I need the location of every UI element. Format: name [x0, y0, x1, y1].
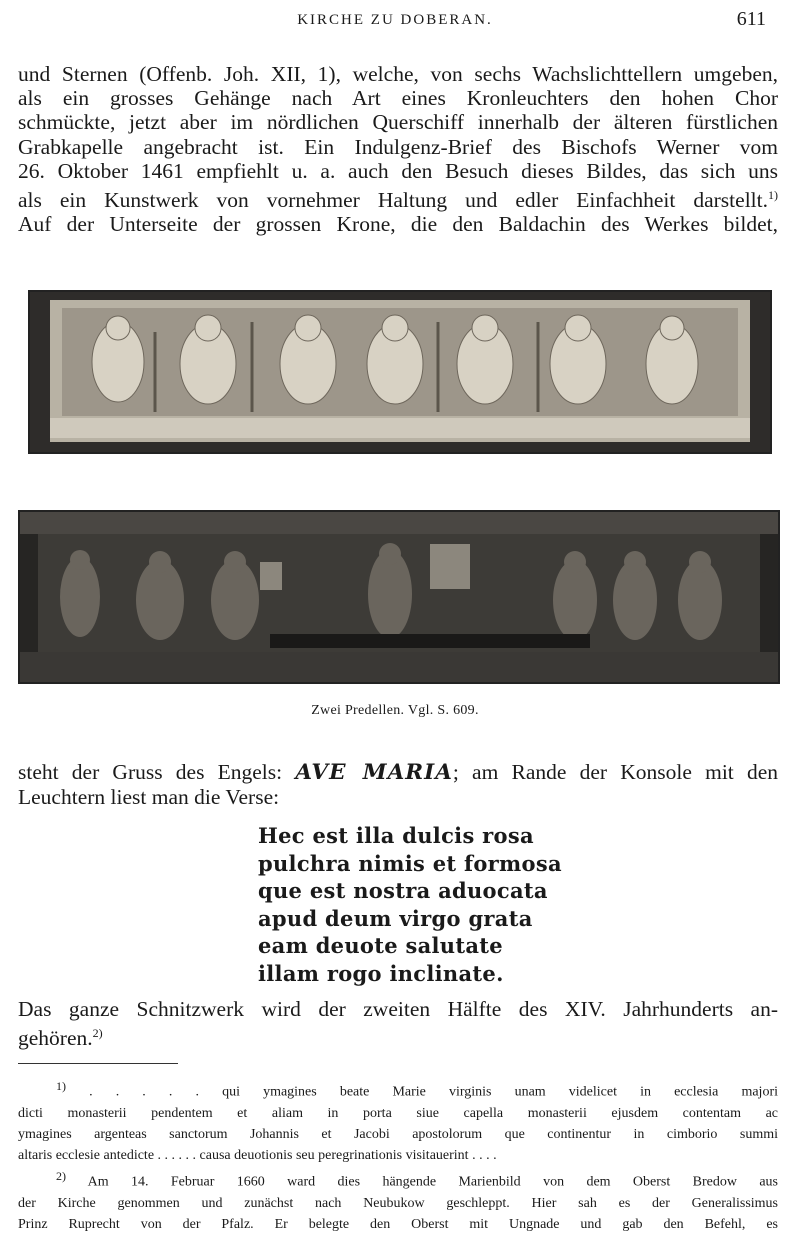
footnote-2 [18, 1166, 778, 1235]
text-line: als ein Kunstwerk von vornehmer Haltung und edler Einfachheit darstellt.$^{1)}$ [18, 188, 778, 213]
figure-caption: Zwei Predellen. Vgl. S. 609. [311, 703, 479, 718]
footnote-divider [18, 1063, 178, 1064]
page-header [0, 8, 790, 38]
text-line: schmückte, jetzt aber im nördlichen Querschiff innerhalb der älteren fürstlichen [18, 110, 778, 135]
verse-line: Hec est illa dulcis rosa [258, 823, 534, 848]
footnote-marker: 1) [56, 1079, 66, 1093]
running-title: KIRCHE ZU DOBERAN. [297, 12, 493, 28]
body-paragraph-2 [18, 760, 778, 809]
footnote-line: ymagines argenteas sanctorum Johannis et Jacobi apostolorum que continentur in cimborio summi [18, 1127, 778, 1143]
text-line: und Sternen (Offenb. Joh. XII, 1), welche, von sechs Wachslichttellern umgeben, [18, 62, 778, 86]
text-line: gehören.$^{2)}$ [18, 1026, 103, 1051]
page-number: 611 [736, 8, 766, 30]
text-line: als ein grosses Gehänge nach Art eines Kronleuchters den hohen Chor [18, 86, 778, 111]
footnote-line: der Kirche genommen und zunächst nach Neubukow geschleppt. Hier sah es der Generalissimus [18, 1195, 778, 1211]
text-line: Das ganze Schnitzwerk wird der zweiten Hälfte des XIV. Jahrhunderts an- [18, 997, 778, 1021]
footnote-line: altaris ecclesie antedicte . . . . . . causa deuotionis seu peregrinationis visitauerint . . . . [18, 1148, 497, 1164]
body-paragraph-1 [18, 62, 778, 237]
footnote-reference[interactable]: 2) [92, 1026, 103, 1041]
verse-line: pulchra nimis et formosa [258, 850, 562, 876]
verse-line: illam rogo inclinate. [258, 960, 504, 986]
footnote-line: $^{2)}$ Am 14. Februar 1660 ward dies hängende Marienbild von dem Oberst Bredow aus [56, 1169, 778, 1190]
text-line: Leuchtern liest man die Verse: [18, 785, 280, 810]
footnote-marker: 2) [56, 1169, 66, 1183]
verse-block [258, 822, 562, 987]
verse-line: apud deum virgo grata [258, 905, 533, 931]
footnote-reference[interactable]: 1) [768, 188, 778, 203]
body-paragraph-3 [18, 997, 778, 1051]
predella-photo-1 [28, 290, 772, 454]
footnote-line: dicti monasterii pendentem et aliam in porta siue capella monasterii ejusdem contentam ac [18, 1105, 778, 1121]
text-line: Auf der Unterseite der grossen Krone, die den Baldachin des Werkes bildet, [18, 212, 778, 237]
footnote-line: $^{1)}$ . . . . . qui ymagines beate Marie virginis unam videlicet in ecclesia majori [56, 1079, 779, 1100]
footnote-1 [18, 1076, 778, 1166]
text-line: 26. Oktober 1461 empfiehlt u. a. auch den Besuch dieses Bildes, das sich uns [18, 158, 778, 183]
predella-photo-2 [18, 510, 780, 684]
verse-line: que est nostra aduocata [258, 878, 548, 903]
verse-line: eam deuote salutate [258, 933, 503, 958]
footnote-line: Prinz Ruprecht von der Pfalz. Er belegte den Oberst mit Ungnade und gab den Befehl, es [18, 1217, 778, 1233]
text-line: Grabkapelle angebracht ist. Ein Indulgenz-Brief des Bischofs Werner vom [18, 134, 778, 159]
text-line: steht der Gruss des Engels: AVE MARIA; am Rande der Konsole mit den [18, 760, 778, 785]
ave-maria-inscription: AVE MARIA [295, 760, 453, 785]
